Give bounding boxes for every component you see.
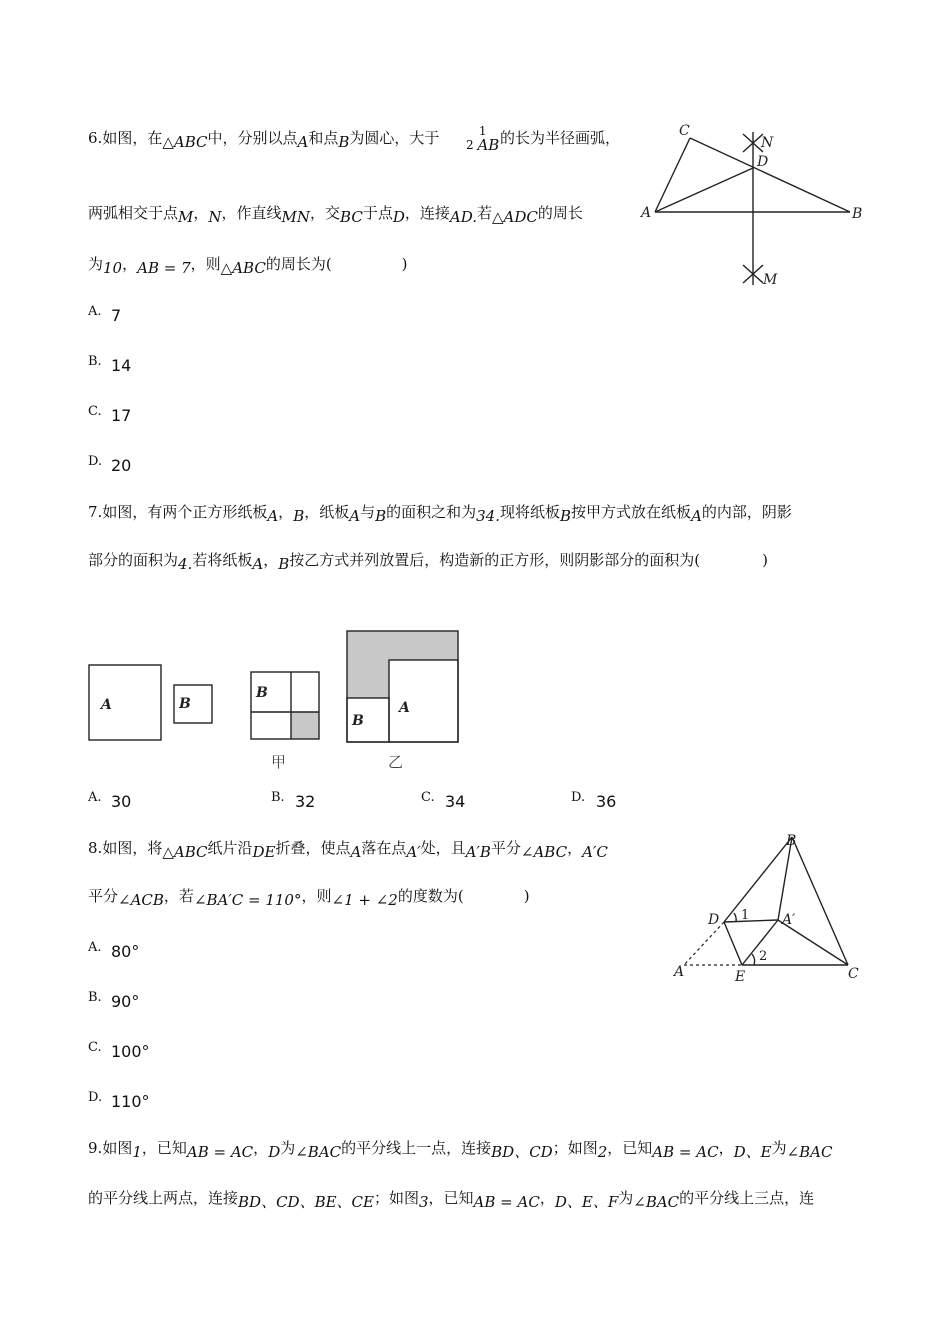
q8-label-c: C bbox=[848, 966, 859, 982]
q8-line2: 平分∠ACB，若∠BA′C = 110°，则∠1 + ∠2的度数为( ) bbox=[88, 887, 530, 909]
q7-square-a bbox=[89, 665, 161, 740]
q6-option-c-value: 17 bbox=[111, 406, 132, 425]
q6-option-d-label: D. bbox=[88, 454, 103, 469]
q9-line1: 9.如图1，已知AB = AC，D为∠BAC的平分线上一点，连接BD、CD；如图2，已知AB = AC，D、E为∠BAC bbox=[88, 1139, 833, 1161]
q6-option-d-value: 20 bbox=[111, 456, 132, 475]
q6-line1: 6.如图，在△ABC中，分别以点A和点B为圆心，大于 bbox=[88, 129, 440, 151]
q8-seg-bd bbox=[724, 837, 792, 922]
q7-option-d-value: 36 bbox=[596, 792, 617, 811]
q7-label-b: B bbox=[179, 696, 191, 712]
q8-label-2: 2 bbox=[759, 949, 768, 964]
q7-option-c-label: C. bbox=[421, 790, 435, 805]
q7-figure bbox=[85, 625, 465, 775]
q7-option-d-label: D. bbox=[571, 790, 586, 805]
q8-figure bbox=[670, 825, 875, 990]
q6-label-c: C bbox=[679, 123, 690, 139]
q8-option-b-label: B. bbox=[88, 990, 102, 1005]
q6-label-d: D bbox=[757, 154, 769, 170]
q7-label-a: A bbox=[101, 697, 112, 713]
q6-line3: 为10，AB = 7，则△ABC的周长为( ) bbox=[88, 255, 408, 277]
q8-number: 8. bbox=[88, 839, 103, 857]
q6-option-a-value: 7 bbox=[111, 306, 122, 325]
q8-angle-1-arc bbox=[734, 913, 736, 922]
q6-label-m: M bbox=[763, 272, 778, 288]
q8-seg-bap bbox=[778, 837, 792, 920]
q8-label-d: D bbox=[708, 912, 720, 928]
q7-line2: 部分的面积为4.若将纸板A，B按乙方式并列放置后，构造新的正方形，则阴影部分的面积为( ) bbox=[88, 551, 768, 573]
q6-option-b-value: 14 bbox=[111, 356, 132, 375]
q8-label-ap: A′ bbox=[782, 912, 796, 928]
q6-seg-ad bbox=[655, 168, 753, 212]
q7-option-b-value: 32 bbox=[295, 792, 316, 811]
q6-label-n: N bbox=[761, 135, 774, 151]
q8-option-a-value: 80° bbox=[111, 942, 140, 961]
q7-caption-yi: 乙 bbox=[388, 753, 404, 771]
q8-dash-ad bbox=[684, 922, 724, 965]
q6-figure bbox=[635, 120, 875, 295]
q8-option-c-value: 100° bbox=[111, 1042, 150, 1061]
q6-seg-ac bbox=[655, 138, 690, 212]
q8-option-b-value: 90° bbox=[111, 992, 140, 1011]
q6-line1b: 的长为半径画弧， bbox=[500, 129, 621, 147]
q9-number: 9. bbox=[88, 1139, 103, 1157]
q7-caption-jia: 甲 bbox=[271, 753, 287, 771]
q6-fraction: 1 2 AB bbox=[466, 124, 500, 154]
q8-option-d-label: D. bbox=[88, 1090, 103, 1105]
q7-option-a-value: 30 bbox=[111, 792, 132, 811]
q8-label-1: 1 bbox=[741, 908, 750, 923]
q7-option-a-label: A. bbox=[88, 790, 102, 805]
q7-yi-label-a: A bbox=[399, 700, 410, 716]
q7-line1: 7.如图，有两个正方形纸板A，B，纸板A与B的面积之和为34.现将纸板B按甲方式放在纸板A的内部，阴影 bbox=[88, 503, 792, 525]
q8-seg-de bbox=[724, 922, 742, 965]
q8-angle-2-arc bbox=[752, 954, 755, 965]
q8-option-a-label: A. bbox=[88, 940, 102, 955]
q6-label-a: A bbox=[641, 205, 652, 221]
q8-label-e: E bbox=[735, 969, 746, 985]
q7-option-b-label: B. bbox=[271, 790, 285, 805]
q7-option-c-value: 34 bbox=[445, 792, 466, 811]
q8-option-c-label: C. bbox=[88, 1040, 102, 1055]
q6-option-c-label: C. bbox=[88, 404, 102, 419]
q7-jia-label-b: B bbox=[256, 685, 268, 701]
q6-option-a-label: A. bbox=[88, 304, 102, 319]
q7-jia-shade bbox=[291, 712, 319, 739]
q6-line2: 两弧相交于点M，N，作直线MN，交BC于点D，连接AD.若△ADC的周长 bbox=[88, 204, 583, 226]
q8-label-a: A bbox=[674, 964, 685, 980]
q8-label-b: B bbox=[786, 833, 797, 849]
q8-seg-bc bbox=[792, 837, 848, 965]
q7-number: 7. bbox=[88, 503, 103, 521]
q9-line2: 的平分线上两点，连接BD、CD、BE、CE；如图3，已知AB = AC，D、E、F为∠BAC的平分线上三点，连 bbox=[88, 1189, 815, 1211]
q7-yi-shade bbox=[347, 631, 458, 698]
q6-label-b: B bbox=[852, 206, 863, 222]
q7-yi-label-b: B bbox=[352, 713, 364, 729]
q8-option-d-value: 110° bbox=[111, 1092, 150, 1111]
q6-number: 6. bbox=[88, 129, 103, 147]
q6-option-b-label: B. bbox=[88, 354, 102, 369]
q8-line1: 8.如图，将△ABC纸片沿DE折叠，使点A落在点A′处，且A′B平分∠ABC，A′C bbox=[88, 839, 608, 861]
q8-seg-dap bbox=[724, 920, 778, 922]
